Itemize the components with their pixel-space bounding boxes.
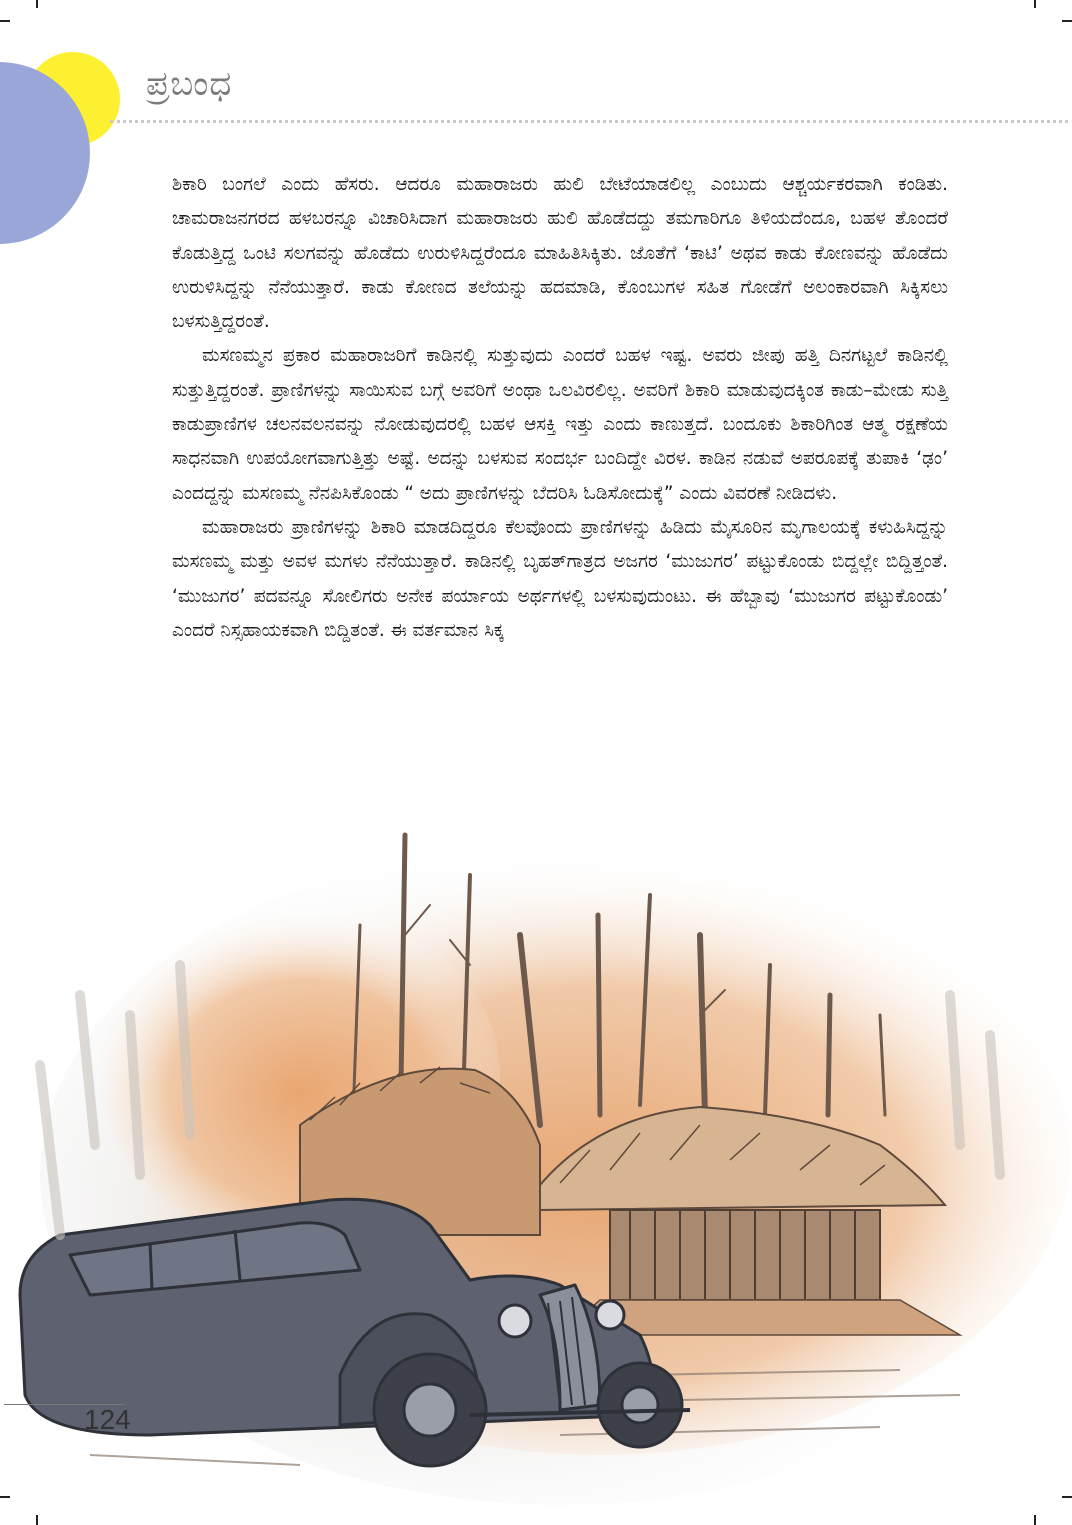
illustration-car-and-huts <box>0 815 1072 1525</box>
section-title: ಪ್ರಬಂಧ <box>146 64 233 104</box>
paragraph: ಮಸಣಮ್ಮನ ಪ್ರಕಾರ ಮಹಾರಾಜರಿಗೆ ಕಾಡಿನಲ್ಲಿ ಸುತ್ತುವುದು ಎಂದರೆ ಬಹಳ ಇಷ್ಟ. ಅವರು ಜೀಪು ಹತ್ತಿ ದಿನಗಟ್ಟಲೆ ಕಾಡಿನಲ್ಲಿ ಸುತ್ತುತ್ತಿದ್ದರಂತೆ. ಪ್ರಾಣಿಗಳನ್ನು ಸಾಯಿಸುವ ಬಗ್ಗೆ ಅವರಿಗೆ ಅಂಥಾ ಒಲವಿರಲಿಲ್ಲ. ಅವರಿಗೆ ಶಿಕಾರಿ ಮಾಡುವುದಕ್ಕಿಂತ ಕಾಡು–ಮೇಡು ಸುತ್ತಿ ಕಾಡುಪ್ರಾಣಿಗಳ ಚಲನವಲನವನ್ನು ನೋಡುವುದರಲ್ಲಿ ಬಹಳ ಆಸಕ್ತಿ ಇತ್ತು ಎಂದು ಕಾಣುತ್ತದೆ. ಬಂದೂಕು ಶಿಕಾರಿಗಿಂತ ಆತ್ಮ ರಕ್ಷಣೆಯ ಸಾಧನವಾಗಿ ಉಪಯೋಗವಾಗುತ್ತಿತ್ತು ಅಷ್ಟೆ. ಅದನ್ನು ಬಳಸುವ ಸಂದರ್ಭ ಬಂದಿದ್ದೇ ವಿರಳ. ಕಾಡಿನ ನಡುವೆ ಅಪರೂಪಕ್ಕೆ ತುಪಾಕಿ ‘ಢಂ’ ಎಂದದ್ದನ್ನು ಮಸಣಮ್ಮ ನೆನಪಿಸಿಕೊಂಡು “ ಅದು ಪ್ರಾಣಿಗಳನ್ನು ಬೆದರಿಸಿ ಓಡಿಸೋದುಕ್ಕೆ” ಎಂದು ವಿವರಣೆ ನೀಡಿದಳು. <box>172 345 948 504</box>
crop-mark <box>36 0 38 8</box>
article-body <box>172 168 948 648</box>
header-divider <box>110 120 1068 123</box>
crop-mark <box>1062 20 1072 22</box>
paragraph: ಮಹಾರಾಜರು ಪ್ರಾಣಿಗಳನ್ನು ಶಿಕಾರಿ ಮಾಡದಿದ್ದರೂ ಕೆಲವೊಂದು ಪ್ರಾಣಿಗಳನ್ನು ಹಿಡಿದು ಮೈಸೂರಿನ ಮೃಗಾಲಯಕ್ಕೆ ಕಳುಹಿಸಿದ್ದನ್ನು ಮಸಣಮ್ಮ ಮತ್ತು ಅವಳ ಮಗಳು ನೆನೆಯುತ್ತಾರೆ. ಕಾಡಿನಲ್ಲಿ ಬೃಹತ್‌ಗಾತ್ರದ ಅಜಗರ ‘ಮುಜುಗರ’ ಪಟ್ಟುಕೊಂಡು ಬಿದ್ದಲ್ಲೇ ಬಿದ್ದಿತ್ತಂತೆ. ‘ಮುಜುಗರ’ ಪದವನ್ನೂ ಸೋಲಿಗರು ಅನೇಕ ಪರ್ಯಾಯ ಅರ್ಥಗಳಲ್ಲಿ ಬಳಸುವುದುಂಟು. ಈ ಹೆಬ್ಬಾವು ‘ಮುಜುಗರ ಪಟ್ಟುಕೊಂಡು’ ಎಂದರೆ ನಿಸ್ಸಹಾಯಕವಾಗಿ ಬಿದ್ದಿತಂತೆ. ಈ ವರ್ತಮಾನ ಸಿಕ್ಕ <box>172 516 948 641</box>
crop-mark <box>1034 0 1036 8</box>
paragraph: ಶಿಕಾರಿ ಬಂಗಲೆ ಎಂದು ಹೆಸರು. ಆದರೂ ಮಹಾರಾಜರು ಹುಲಿ ಬೇಟೆಯಾಡಲಿಲ್ಲ ಎಂಬುದು ಆಶ್ಚರ್ಯಕರವಾಗಿ ಕಂಡಿತು. ಚಾಮರಾಜನಗರದ ಹಳಬರನ್ನೂ ವಿಚಾರಿಸಿದಾಗ ಮಹಾರಾಜರು ಹುಲಿ ಹೊಡೆದದ್ದು ತಮಗಾರಿಗೂ ತಿಳಿಯದೆಂದೂ, ಬಹಳ ತೊಂದರೆ ಕೊಡುತ್ತಿದ್ದ ಒಂಟಿ ಸಲಗವನ್ನು ಹೊಡೆದು ಉರುಳಿಸಿದ್ದರೆಂದೂ ಮಾಹಿತಿಸಿಕ್ಕಿತು. ಜೊತೆಗೆ ‘ಕಾಟಿ’ ಅಥವ ಕಾಡು ಕೋಣವನ್ನು ಹೊಡೆದು ಉರುಳಿಸಿದ್ದನ್ನು ನೆನೆಯುತ್ತಾರೆ. ಕಾಡು ಕೋಣದ ತಲೆಯನ್ನು ಹದಮಾಡಿ, ಕೊಂಬುಗಳ ಸಹಿತ ಗೋಡೆಗೆ ಅಲಂಕಾರವಾಗಿ ಸಿಕ್ಕಿಸಲು ಬಳಸುತ್ತಿದ್ದರಂತೆ. <box>172 174 948 333</box>
page-number: 124 <box>84 1404 131 1435</box>
crop-mark <box>0 20 10 22</box>
